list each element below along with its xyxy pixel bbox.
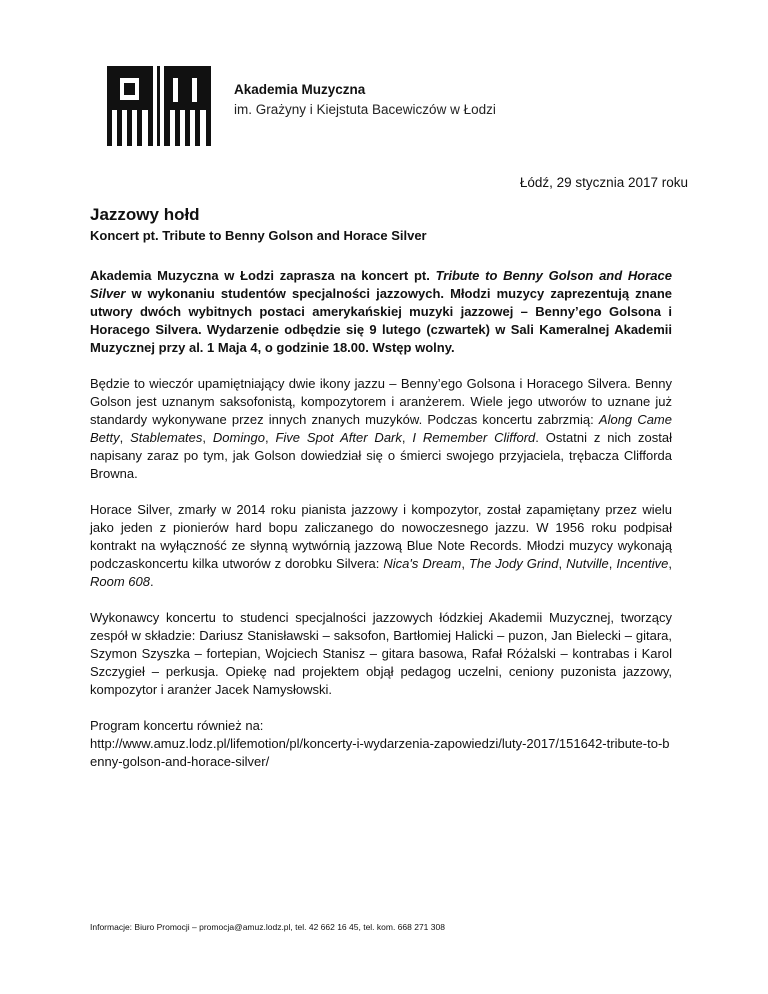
page-title: Jazzowy hołd — [90, 205, 200, 224]
logo-name: Akademia Muzyczna — [234, 82, 366, 97]
logo-a-panel — [107, 66, 153, 146]
press-release-body — [90, 203, 672, 789]
logo-m-panel — [164, 66, 211, 146]
silver-paragraph: Horace Silver, zmarły w 2014 roku pianista jazzowy i kompozytor, został zapamiętany przez wielu jako jeden z pionierów hard bopu zaliczanego do nowoczesnego jazzu. W 1956 roku podpisał kontrakt na wyłączność ze słynną wytwórnią jazzową Blue Note Records. Młodzi muzycy wykonają podczaskoncertu kilka utworów z dorobku Silvera: Nica's Dream, The Jody Grind, Nutville, Incentive, Room 608. — [90, 502, 672, 589]
logo-subtitle: im. Grażyny i Kiejstuta Bacewiczów w Łodzi — [234, 102, 496, 117]
golson-paragraph: Będzie to wieczór upamiętniający dwie ikony jazzu – Benny’ego Golsona i Horacego Silvera. Benny Golson jest uznanym saksofonistą, kompozytorem i aranżerem. Wiele jego utworów to uznane już standardy wykonywane przez innych znanych muzyków. Podczas koncertu zabrzmią: Along Came Betty, Stablemates, Domingo, Five Spot After Dark, I Remember Clifford. Ostatni z nich został napisany zaraz po tym, jak Golson dowiedział się o śmierci swojego przyjaciela, trębacza Clifforda Browna. — [90, 376, 672, 481]
program-paragraph — [90, 717, 672, 771]
academy-logo — [106, 66, 212, 146]
performers-paragraph: Wykonawcy koncertu to studenci specjalności jazzowych łódzkiej Akademii Muzycznej, tworzący zespół w składzie: Dariusz Stanisławski – saksofon, Bartłomiej Halicki – puzon, Jan Bielecki – gitara, Szymon Szyszka – fortepian, Wojciech Stanisz – gitara basowa, Rafał Różalski – kontrabas i Karol Szczygieł – perkusja. Opiekę nad projektem objął pedagog uczelni, ceniony puzonista jazzowy, kompozytor i aranżer Jacek Namysłowski. — [90, 610, 672, 697]
document-date: Łódź, 29 stycznia 2017 roku — [519, 175, 688, 190]
program-link[interactable]: http://www.amuz.lodz.pl/lifemotion/pl/koncerty-i-wydarzenia-zapowiedzi/luty-2017/151642-tribute-to-benny-golson-and-horace-silver/ — [90, 736, 670, 769]
page-subtitle: Koncert pt. Tribute to Benny Golson and Horace Silver — [90, 228, 427, 243]
footer-contact: Informacje: Biuro Promocji – promocja@amuz.lodz.pl, tel. 42 662 16 45, tel. kom. 668 271 308 — [90, 922, 445, 932]
lead-paragraph: Akademia Muzyczna w Łodzi zaprasza na koncert pt. Tribute to Benny Golson and Horace Silver w wykonaniu studentów specjalności jazzowych. Młodzi muzycy zaprezentują znane utwory dwóch wybitnych postaci amerykańskiej muzyki jazzowej – Benny’ego Golsona i Horacego Silvera. Wydarzenie odbędzie się 9 lutego (czwartek) w Sali Kameralnej Akademii Muzycznej przy al. 1 Maja 4, o godzinie 18.00. Wstęp wolny. — [90, 268, 672, 355]
program-label: Program koncertu również na: — [90, 718, 264, 733]
